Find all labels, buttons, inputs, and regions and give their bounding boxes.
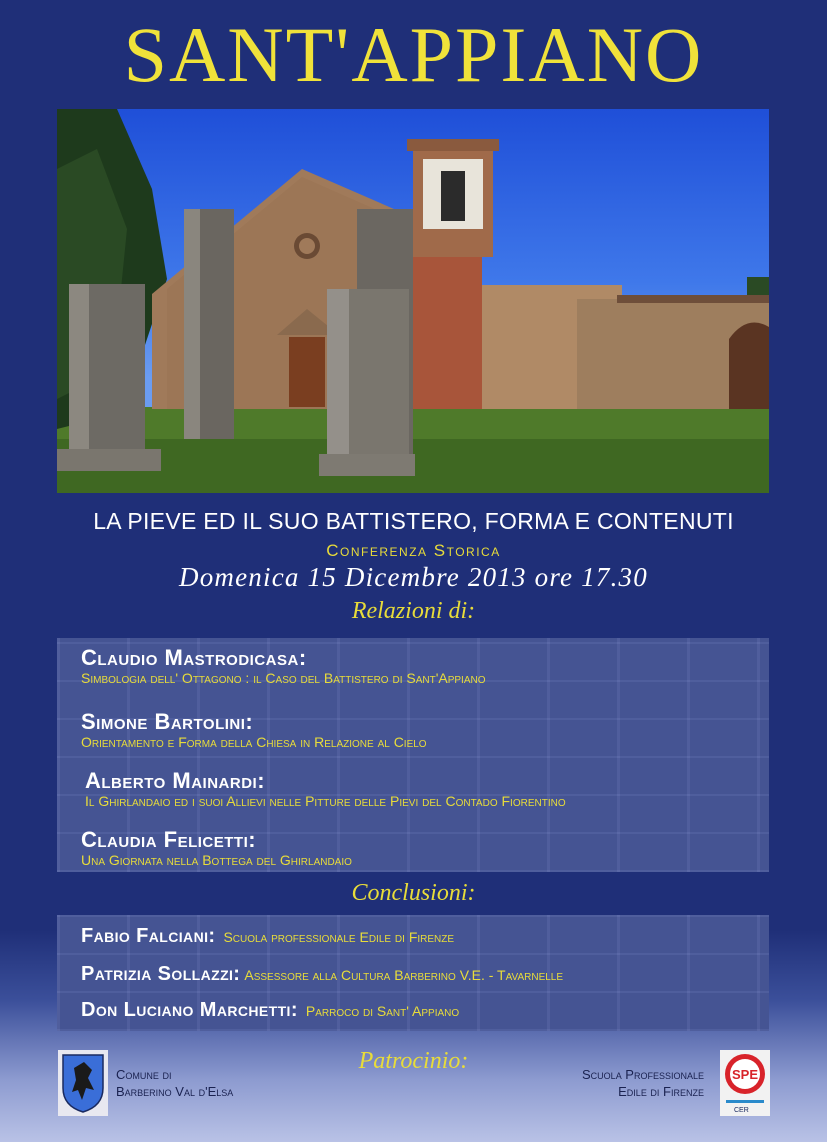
church-illustration bbox=[57, 109, 769, 493]
poster-title: SANT'APPIANO bbox=[123, 11, 704, 98]
speaker-3 bbox=[85, 769, 566, 809]
conclusion-role: Scuola professionale Edile di Firenze bbox=[223, 929, 455, 945]
conclusions-panel bbox=[57, 915, 769, 1031]
footer-right-line1: Scuola Professionale bbox=[582, 1067, 704, 1082]
conclusioni-heading: Conclusioni: bbox=[351, 880, 476, 906]
conclusion-role: Assessore alla Cultura Barberino V.E. - Tavarnelle bbox=[244, 967, 564, 983]
spe-badge-text: SPE bbox=[731, 1067, 759, 1082]
speaker-name: Claudia Felicetti: bbox=[81, 827, 257, 852]
footer-right-text bbox=[520, 1066, 704, 1100]
conclusion-name: Fabio Falciani: bbox=[81, 925, 216, 947]
speaker-4 bbox=[81, 828, 352, 868]
footer-left-line2: Barberino Val d'Elsa bbox=[116, 1084, 234, 1099]
event-date: Domenica 15 Dicembre 2013 ore 17.30 bbox=[179, 562, 648, 592]
speaker-topic: Orientamento e Forma della Chiesa in Relazione al Cielo bbox=[81, 734, 427, 750]
conclusion-name: Patrizia Sollazzi: bbox=[81, 963, 241, 985]
conclusion-2 bbox=[81, 963, 563, 986]
spe-logo-icon bbox=[720, 1050, 770, 1116]
speakers-panel bbox=[57, 638, 769, 872]
patrocinio-heading: Patrocinio: bbox=[358, 1048, 469, 1074]
speaker-topic: Una Giornata nella Bottega del Ghirlandaio bbox=[81, 852, 352, 868]
conclusion-role: Parroco di Sant' Appiano bbox=[305, 1003, 460, 1019]
footer-right-line2: Edile di Firenze bbox=[618, 1084, 704, 1099]
footer-left-text bbox=[116, 1066, 233, 1100]
relazioni-heading: Relazioni di: bbox=[351, 598, 476, 624]
conclusion-3 bbox=[81, 999, 459, 1022]
cer-text: CER bbox=[734, 1107, 749, 1114]
speaker-name: Simone Bartolini: bbox=[81, 709, 254, 734]
conclusion-1 bbox=[81, 925, 454, 948]
speaker-1 bbox=[81, 646, 486, 686]
speaker-name: Alberto Mainardi: bbox=[85, 768, 266, 793]
event-type: Conferenza Storica bbox=[326, 541, 501, 560]
speaker-topic: Simbologia dell' Ottagono : il Caso del Battistero di Sant'Appiano bbox=[81, 670, 486, 686]
conclusion-name: Don Luciano Marchetti: bbox=[81, 999, 298, 1021]
speaker-name: Claudio Mastrodicasa: bbox=[81, 645, 307, 670]
barberino-coat-of-arms-icon bbox=[58, 1050, 108, 1121]
conference-subtitle: LA PIEVE ED IL SUO BATTISTERO, FORMA E CONTENUTI bbox=[93, 508, 734, 534]
footer-left-line1: Comune di bbox=[116, 1067, 172, 1082]
speaker-topic: Il Ghirlandaio ed i suoi Allievi nelle Pitture delle Pievi del Contado Fiorentino bbox=[85, 793, 566, 809]
church-photo bbox=[57, 109, 769, 493]
speaker-2 bbox=[81, 710, 427, 750]
